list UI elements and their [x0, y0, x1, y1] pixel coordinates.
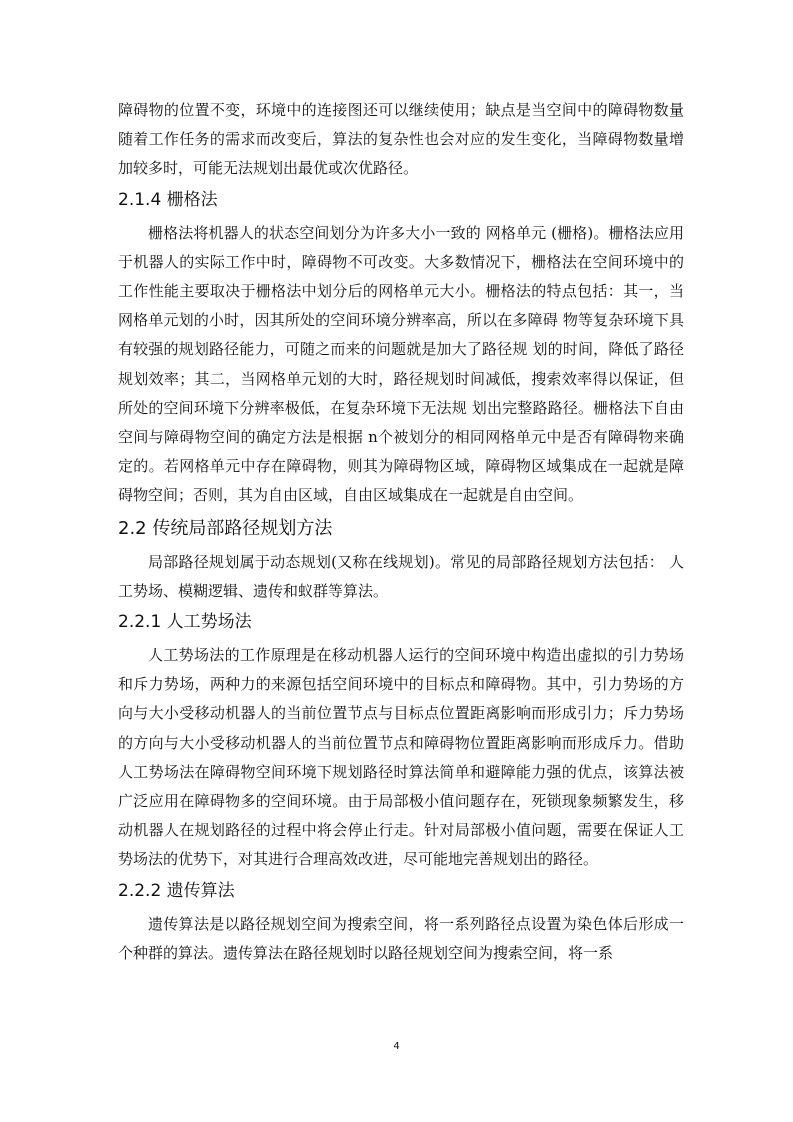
paragraph-local-path-planning: 局部路径规划属于动态规划(又称在线规划)。常见的局部路径规划方法包括： 人工势场、模糊逻辑、遗传和蚁群等算法。 — [118, 552, 684, 600]
paragraph-artificial-potential-field: 人工势场法的工作原理是在移动机器人运行的空间环境中构造出虚拟的引力势场和斥力势场，两种力的来源包括空间环境中的目标点和障碍物。其中，引力势场的方向与大小受移动机器人的当前位置节点与目标点位置距离影响而形成引力；斥力势场的方向与大小受移动机器人的当前位置节点和障碍物位置距离影响而形成斥力。借助人工势场法在障碍物空间环境下规划路径时算法简单和避障能力强的优点，该算法被广泛应用在障碍物多的空间环境。由于局部极小值问题存在，死锁现象频繁发生，移动机器人在规划路径的过程中将会停止行走。针对局部极小值问题，需要在保证人工势场法的优势下，对其进行合理高效改进，尽可能地完善规划出的路径。 — [118, 646, 684, 869]
paragraph-obstacle-drawbacks: 障碍物的位置不变，环境中的连接图还可以继续使用；缺点是当空间中的障碍物数量随着工作任务的需求而改变后，算法的复杂性也会对应的发生变化，当障碍物数量增加较多时，可能无法规划出最优或次优路径。 — [118, 101, 684, 178]
section-heading-local-path-planning: 2.2 传统局部路径规划方法 — [118, 517, 333, 539]
page-body — [118, 96, 684, 968]
page-number: 4 — [393, 1041, 400, 1052]
section-heading-artificial-potential-field: 2.2.1 人工势场法 — [118, 612, 252, 633]
paragraph-grid-method: 栅格法将机器人的状态空间划分为许多大小一致的 网格单元 (栅格)。栅格法应用于机器人的实际工作中时，障碍物不可改变。大多数情况下，栅格法在空间环境中的工作性能主要取决于栅格法中划分后的网格单元大小。栅格法的特点包括：其一，当网格单元划的小时，因其所处的空间环境分辨率高，所以在多障碍 物等复杂环境下具有较强的规划路径能力，可随之而来的问题就是加大了路径规 划的时间，降低了路径规划效率；其二，当网格单元划的大时，路径规划时间减低，搜索效率得以保证，但所处的空间环境下分辨率极低，在复杂环境下无法规 划出完整路路径。栅格法下自由空间与障碍物空间的确定方法是根据 n个被划分的相同网格单元中是否有障碍物来确定的。若网格单元中存在障碍物，则其为障碍物区域，障碍物区域集成在一起就是障碍物空间；否则，其为自由区域，自由区域集成在一起就是自由空间。 — [118, 223, 684, 505]
paragraph-genetic-algorithm: 遗传算法是以路径规划空间为搜索空间，将一系列路径点设置为染色体后形成一个种群的算法。遗传算法在路径规划时以路径规划空间为搜索空间，将一系 — [118, 914, 684, 962]
section-heading-genetic-algorithm: 2.2.2 遗传算法 — [118, 880, 235, 901]
section-heading-grid-method: 2.1.4 栅格法 — [118, 189, 218, 210]
